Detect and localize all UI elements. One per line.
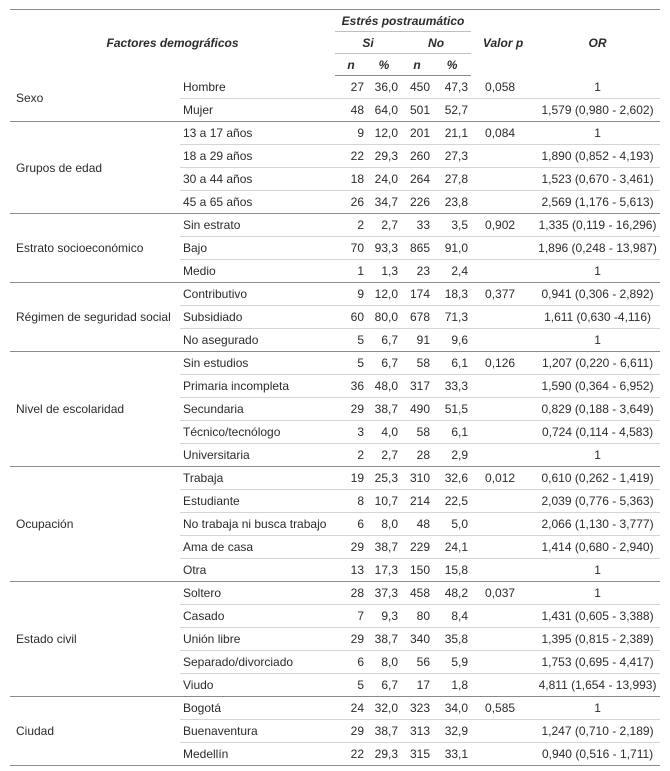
group-label: Ocupación (10, 467, 180, 582)
pct-si-cell: 8,0 (367, 513, 401, 536)
pct-no-cell: 27,8 (433, 168, 471, 191)
pct-si-cell: 1,3 (367, 260, 401, 283)
or-cell: 2,039 (0,776 - 5,363) (535, 490, 660, 513)
header-factors: Factores demográficos (106, 35, 239, 50)
n-si-cell: 60 (335, 306, 367, 329)
p-value-empty (471, 628, 535, 651)
or-cell: 0,610 (0,262 - 1,419) (535, 467, 660, 490)
table-row (10, 122, 660, 145)
n-no-cell: 501 (401, 99, 433, 122)
n-si-cell: 6 (335, 651, 367, 674)
pct-no-cell: 27,3 (433, 145, 471, 168)
pct-no-cell: 32,6 (433, 467, 471, 490)
pct-si-cell: 2,7 (367, 214, 401, 237)
pct-no-cell: 2,4 (433, 260, 471, 283)
p-value-empty (471, 329, 535, 352)
or-cell: 0,829 (0,188 - 3,649) (535, 398, 660, 421)
header-n-no: n (401, 54, 433, 76)
pct-si-cell: 93,3 (367, 237, 401, 260)
n-no-cell: 260 (401, 145, 433, 168)
pct-no-cell: 51,5 (433, 398, 471, 421)
pct-si-cell: 80,0 (367, 306, 401, 329)
pct-si-cell: 38,7 (367, 536, 401, 559)
pct-si-cell: 10,7 (367, 490, 401, 513)
category-label: Ama de casa (180, 536, 335, 559)
p-value-cell: 0,126 (471, 352, 535, 375)
or-cell: 1,590 (0,364 - 6,952) (535, 375, 660, 398)
pct-no-cell: 1,8 (433, 674, 471, 697)
n-si-cell: 5 (335, 674, 367, 697)
p-value-cell: 0,058 (471, 76, 535, 99)
category-label: Bajo (180, 237, 335, 260)
table-row (10, 467, 660, 490)
p-value-empty (471, 674, 535, 697)
pct-no-cell: 22,5 (433, 490, 471, 513)
pct-si-cell: 9,3 (367, 605, 401, 628)
or-cell: 1 (535, 76, 660, 99)
header-pct-si: % (367, 54, 401, 76)
or-cell: 1,896 (0,248 - 13,987) (535, 237, 660, 260)
n-si-cell: 24 (335, 697, 367, 720)
n-si-cell: 5 (335, 352, 367, 375)
pct-no-cell: 47,3 (433, 76, 471, 99)
or-cell: 1,207 (0,220 - 6,611) (535, 352, 660, 375)
n-no-cell: 58 (401, 352, 433, 375)
n-si-cell: 3 (335, 421, 367, 444)
n-si-cell: 70 (335, 237, 367, 260)
category-label: No asegurado (180, 329, 335, 352)
pct-si-cell: 29,3 (367, 145, 401, 168)
pct-si-cell: 32,0 (367, 697, 401, 720)
n-si-cell: 13 (335, 559, 367, 582)
category-label: Secundaria (180, 398, 335, 421)
n-no-cell: 313 (401, 720, 433, 743)
p-value-empty (471, 168, 535, 191)
pct-si-cell: 37,3 (367, 582, 401, 605)
p-value-empty (471, 513, 535, 536)
n-si-cell: 19 (335, 467, 367, 490)
n-si-cell: 29 (335, 720, 367, 743)
category-label: Contributivo (180, 283, 335, 306)
pct-no-cell: 21,1 (433, 122, 471, 145)
p-value-empty (471, 145, 535, 168)
or-cell: 1 (535, 559, 660, 582)
pct-no-cell: 23,8 (433, 191, 471, 214)
or-cell: 1 (535, 582, 660, 605)
n-no-cell: 214 (401, 490, 433, 513)
n-no-cell: 33 (401, 214, 433, 237)
pct-si-cell: 38,7 (367, 720, 401, 743)
pct-si-cell: 6,7 (367, 674, 401, 697)
pct-si-cell: 48,0 (367, 375, 401, 398)
pct-no-cell: 48,2 (433, 582, 471, 605)
category-label: Separado/divorciado (180, 651, 335, 674)
pct-si-cell: 2,7 (367, 444, 401, 467)
p-value-empty (471, 375, 535, 398)
p-value-cell: 0,902 (471, 214, 535, 237)
pct-no-cell: 32,9 (433, 720, 471, 743)
or-cell: 0,940 (0,516 - 1,711) (535, 743, 660, 766)
n-si-cell: 2 (335, 444, 367, 467)
n-no-cell: 56 (401, 651, 433, 674)
p-value-empty (471, 743, 535, 766)
n-si-cell: 28 (335, 582, 367, 605)
category-label: Sin estudios (180, 352, 335, 375)
n-si-cell: 22 (335, 743, 367, 766)
pct-no-cell: 5,0 (433, 513, 471, 536)
p-value-empty (471, 421, 535, 444)
n-no-cell: 310 (401, 467, 433, 490)
p-value-empty (471, 651, 535, 674)
demographic-factors-table (10, 9, 660, 766)
p-value-empty (471, 260, 535, 283)
category-label: Estudiante (180, 490, 335, 513)
n-si-cell: 22 (335, 145, 367, 168)
n-si-cell: 29 (335, 398, 367, 421)
or-cell: 1 (535, 329, 660, 352)
pct-no-cell: 33,3 (433, 375, 471, 398)
or-cell: 1,335 (0,119 - 16,296) (535, 214, 660, 237)
or-cell: 1,247 (0,710 - 2,189) (535, 720, 660, 743)
group-label: Grupos de edad (10, 122, 180, 214)
p-value-empty (471, 237, 535, 260)
category-label: Universitaria (180, 444, 335, 467)
pct-si-cell: 12,0 (367, 283, 401, 306)
pct-si-cell: 29,3 (367, 743, 401, 766)
category-label: 13 a 17 años (180, 122, 335, 145)
pct-no-cell: 33,1 (433, 743, 471, 766)
group-label: Nivel de escolaridad (10, 352, 180, 467)
pct-no-cell: 18,3 (433, 283, 471, 306)
n-no-cell: 264 (401, 168, 433, 191)
n-si-cell: 6 (335, 513, 367, 536)
pct-no-cell: 24,1 (433, 536, 471, 559)
category-label: No trabaja ni busca trabajo (180, 513, 335, 536)
category-label: Viudo (180, 674, 335, 697)
pct-no-cell: 52,7 (433, 99, 471, 122)
p-value-cell: 0,037 (471, 582, 535, 605)
pct-si-cell: 6,7 (367, 329, 401, 352)
group-label: Estrato socioeconómico (10, 214, 180, 283)
category-label: Subsidiado (180, 306, 335, 329)
pct-no-cell: 15,8 (433, 559, 471, 582)
n-si-cell: 5 (335, 329, 367, 352)
pct-no-cell: 34,0 (433, 697, 471, 720)
pct-no-cell: 6,1 (433, 352, 471, 375)
n-si-cell: 48 (335, 99, 367, 122)
n-no-cell: 174 (401, 283, 433, 306)
header-pct-no: % (433, 54, 471, 76)
pct-no-cell: 91,0 (433, 237, 471, 260)
p-value-empty (471, 398, 535, 421)
table-row (10, 283, 660, 306)
pct-no-cell: 9,6 (433, 329, 471, 352)
table-row (10, 76, 660, 99)
pct-si-cell: 4,0 (367, 421, 401, 444)
pct-si-cell: 17,3 (367, 559, 401, 582)
n-si-cell: 9 (335, 283, 367, 306)
pct-no-cell: 71,3 (433, 306, 471, 329)
category-label: Otra (180, 559, 335, 582)
pct-si-cell: 24,0 (367, 168, 401, 191)
p-value-cell: 0,012 (471, 467, 535, 490)
or-cell: 0,941 (0,306 - 2,892) (535, 283, 660, 306)
or-cell: 2,569 (1,176 - 5,613) (535, 191, 660, 214)
or-cell: 1 (535, 444, 660, 467)
or-cell: 1,579 (0,980 - 2,602) (535, 99, 660, 122)
pct-no-cell: 2,9 (433, 444, 471, 467)
n-no-cell: 323 (401, 697, 433, 720)
n-no-cell: 48 (401, 513, 433, 536)
category-label: 45 a 65 años (180, 191, 335, 214)
or-cell: 1 (535, 260, 660, 283)
pct-si-cell: 12,0 (367, 122, 401, 145)
n-no-cell: 458 (401, 582, 433, 605)
category-label: Buenaventura (180, 720, 335, 743)
n-no-cell: 226 (401, 191, 433, 214)
pct-no-cell: 5,9 (433, 651, 471, 674)
n-si-cell: 26 (335, 191, 367, 214)
p-value-cell: 0,377 (471, 283, 535, 306)
pct-si-cell: 38,7 (367, 628, 401, 651)
category-label: Hombre (180, 76, 335, 99)
table-row (10, 214, 660, 237)
p-value-empty (471, 99, 535, 122)
category-label: Trabaja (180, 467, 335, 490)
table-row (10, 352, 660, 375)
p-value-empty (471, 444, 535, 467)
n-no-cell: 229 (401, 536, 433, 559)
header-outcome: Estrés postraumático (335, 10, 471, 32)
n-no-cell: 58 (401, 421, 433, 444)
pct-si-cell: 36,0 (367, 76, 401, 99)
table-row (10, 697, 660, 720)
p-value-cell: 0,585 (471, 697, 535, 720)
category-label: Bogotá (180, 697, 335, 720)
or-cell: 1,431 (0,605 - 3,388) (535, 605, 660, 628)
group-label: Régimen de seguridad social (10, 283, 180, 352)
or-cell: 1,753 (0,695 - 4,417) (535, 651, 660, 674)
group-label: Sexo (10, 76, 180, 122)
n-no-cell: 490 (401, 398, 433, 421)
n-no-cell: 865 (401, 237, 433, 260)
n-no-cell: 17 (401, 674, 433, 697)
category-label: Unión libre (180, 628, 335, 651)
pct-no-cell: 8,4 (433, 605, 471, 628)
or-cell: 1,395 (0,815 - 2,389) (535, 628, 660, 651)
category-label: Mujer (180, 99, 335, 122)
n-si-cell: 2 (335, 214, 367, 237)
or-cell: 1,611 (0,630 -4,116) (535, 306, 660, 329)
header-si: Si (335, 32, 401, 54)
header-p-value: Valor p (482, 35, 524, 50)
n-si-cell: 8 (335, 490, 367, 513)
pct-si-cell: 8,0 (367, 651, 401, 674)
group-label: Estado civil (10, 582, 180, 697)
n-no-cell: 91 (401, 329, 433, 352)
pct-si-cell: 6,7 (367, 352, 401, 375)
category-label: Soltero (180, 582, 335, 605)
p-value-empty (471, 605, 535, 628)
p-value-empty (471, 536, 535, 559)
n-no-cell: 150 (401, 559, 433, 582)
or-cell: 1,890 (0,852 - 4,193) (535, 145, 660, 168)
p-value-empty (471, 191, 535, 214)
or-cell: 1,523 (0,670 - 3,461) (535, 168, 660, 191)
category-label: Primaria incompleta (180, 375, 335, 398)
p-value-cell: 0,084 (471, 122, 535, 145)
pct-no-cell: 3,5 (433, 214, 471, 237)
p-value-empty (471, 306, 535, 329)
or-cell: 0,724 (0,114 - 4,583) (535, 421, 660, 444)
header-or: OR (588, 35, 607, 50)
pct-no-cell: 6,1 (433, 421, 471, 444)
header-n-si: n (335, 54, 367, 76)
category-label: Medio (180, 260, 335, 283)
category-label: Sin estrato (180, 214, 335, 237)
p-value-empty (471, 559, 535, 582)
table-row (10, 582, 660, 605)
category-label: Casado (180, 605, 335, 628)
n-si-cell: 1 (335, 260, 367, 283)
n-si-cell: 7 (335, 605, 367, 628)
or-cell: 2,066 (1,130 - 3,777) (535, 513, 660, 536)
or-cell: 1 (535, 122, 660, 145)
pct-no-cell: 35,8 (433, 628, 471, 651)
n-si-cell: 29 (335, 536, 367, 559)
n-no-cell: 23 (401, 260, 433, 283)
n-no-cell: 450 (401, 76, 433, 99)
n-si-cell: 36 (335, 375, 367, 398)
n-si-cell: 9 (335, 122, 367, 145)
n-no-cell: 678 (401, 306, 433, 329)
n-no-cell: 80 (401, 605, 433, 628)
n-si-cell: 18 (335, 168, 367, 191)
n-no-cell: 28 (401, 444, 433, 467)
table-body (10, 76, 660, 766)
n-si-cell: 27 (335, 76, 367, 99)
category-label: 30 a 44 años (180, 168, 335, 191)
pct-si-cell: 34,7 (367, 191, 401, 214)
n-no-cell: 315 (401, 743, 433, 766)
header-no: No (401, 32, 471, 54)
category-label: Técnico/tecnólogo (180, 421, 335, 444)
p-value-empty (471, 490, 535, 513)
group-label: Ciudad (10, 697, 180, 766)
pct-si-cell: 25,3 (367, 467, 401, 490)
n-no-cell: 317 (401, 375, 433, 398)
pct-si-cell: 38,7 (367, 398, 401, 421)
pct-si-cell: 64,0 (367, 99, 401, 122)
p-value-empty (471, 720, 535, 743)
or-cell: 1 (535, 697, 660, 720)
or-cell: 4,811 (1,654 - 13,993) (535, 674, 660, 697)
or-cell: 1,414 (0,680 - 2,940) (535, 536, 660, 559)
n-si-cell: 29 (335, 628, 367, 651)
category-label: Medellín (180, 743, 335, 766)
category-label: 18 a 29 años (180, 145, 335, 168)
n-no-cell: 201 (401, 122, 433, 145)
n-no-cell: 340 (401, 628, 433, 651)
